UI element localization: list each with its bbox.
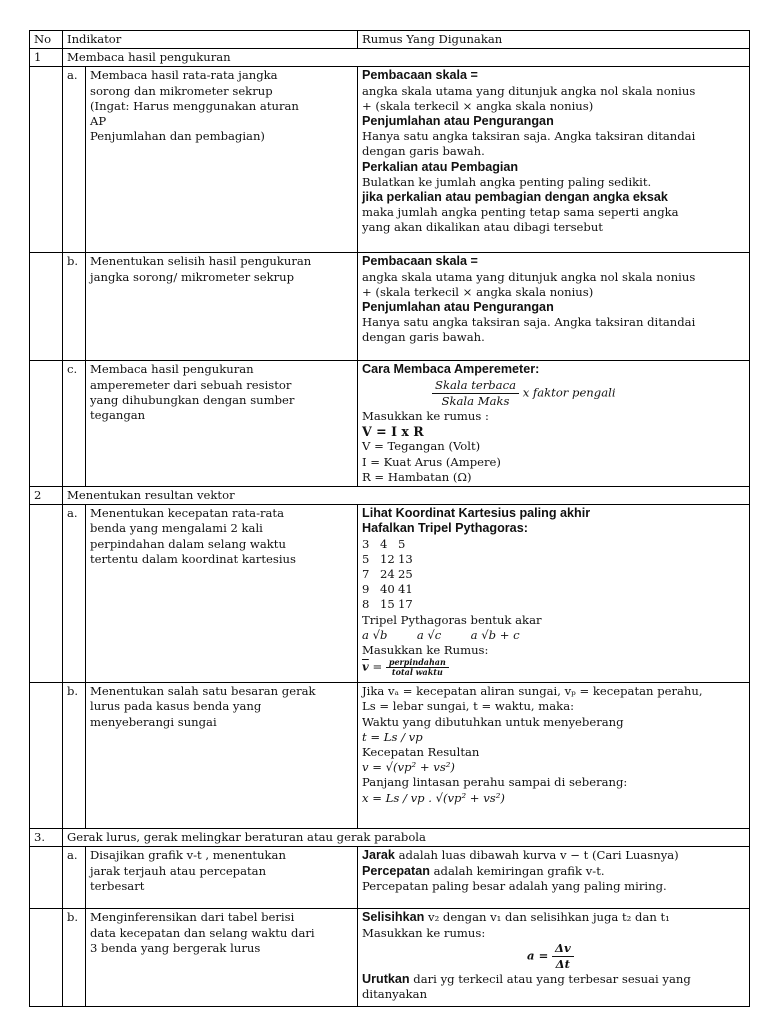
text-line: dengan garis bawah. [362,330,485,345]
text-line: Waktu yang dibutuhkan untuk menyeberang [362,714,624,729]
text-line: angka skala utama yang ditunjuk angka nol skala nonius [362,269,696,284]
table-row [30,683,750,829]
row-letter: a. [63,67,86,253]
definition: I = Kuat Arus (Ampere) [362,454,501,469]
indicator-cell [86,361,358,487]
indicator-line: Menginferensikan dari tabel berisi [90,910,295,925]
indicator-table [29,30,750,1007]
indicator-cell [86,505,358,683]
text-line: Masukkan ke rumus: [362,925,486,940]
fraction-numerator: Skala terbaca [432,378,519,394]
text-line: Jika vₐ = kecepatan aliran sungai, vₚ = kecepatan perahu, [362,684,703,699]
text-line: + (skala terkecil × angka skala nonius) [362,98,594,113]
indicator-line: Penjumlahan dan pembagian) [90,129,265,144]
formula-cell [358,847,750,909]
acceleration-formula [362,941,745,972]
formula-cell [358,909,750,1007]
indicator-line: benda yang mengalami 2 kali [90,521,263,536]
time-formula: t = Ls / vp [362,729,423,744]
text-line: Kecepatan Resultan [362,745,480,760]
root-form: a √b + c [470,627,520,642]
indicator-line: jarak terjauh atau percepatan [90,863,267,878]
indicator-cell [86,683,358,829]
ohm-formula: V = I x R [362,424,424,440]
text-line: Hanya satu angka taksiran saja. Angka taksiran ditandai [362,129,696,144]
text-line: + (skala terkecil × angka skala nonius) [362,284,594,299]
text-line: maka jumlah angka penting tetap sama seperti angka [362,205,679,220]
heading: Pembacaan skala = [362,68,478,83]
indicator-line: perpindahan dalam selang waktu [90,536,286,551]
indicator-line: AP [90,114,107,129]
header-no: No [30,31,63,49]
indicator-cell [86,253,358,361]
heading: Penjumlahan atau Pengurangan [362,114,554,129]
indicator-line: amperemeter dari sebuah resistor [90,377,292,392]
triple-row: 7 24 25 [362,567,413,582]
ammeter-formula [362,378,745,409]
table-row [30,361,750,487]
heading: Perkalian atau Pembagian [362,159,519,174]
indicator-line: lurus pada kasus benda yang [90,699,262,714]
section-number: 1 [30,49,63,67]
v-bar: $\overline{v}$ [362,659,369,674]
root-form: a √b [362,627,388,642]
formula-cell [358,361,750,487]
text-line: Selisihkan v₂ dengan v₁ dan selisihkan juga t₂ dan t₁ [362,910,670,925]
section-title: Menentukan resultan vektor [63,487,750,505]
triple-row: 3 4 5 [362,536,406,551]
heading: Cara Membaca Amperemeter: [362,362,540,377]
formula-cell [358,505,750,683]
row-letter: b. [63,683,86,829]
indicator-line: Disajikan grafik v-t , menentukan [90,848,286,863]
path-formula: x = Ls / vp . √(vp² + vs²) [362,790,505,805]
table-row [30,67,750,253]
text-line: Jarak adalah luas dibawah kurva v − t (Cari Luasnya) [362,848,679,863]
indicator-cell [86,847,358,909]
row-letter: c. [63,361,86,487]
formula-cell [358,67,750,253]
table-row [30,253,750,361]
row-letter: b. [63,909,86,1007]
fraction-denominator: Δt [555,957,571,972]
text-line: Percepatan adalah kemiringan grafik v-t. [362,863,605,878]
text-line: Tripel Pythagoras bentuk akar [362,612,542,627]
formula-cell [358,253,750,361]
indicator-line: Menentukan kecepatan rata-rata [90,506,285,521]
text-line: Percepatan paling besar adalah yang paling miring. [362,878,667,893]
heading: jika perkalian atau pembagian dengan angka eksak [362,190,668,205]
triple-row: 5 12 13 [362,551,413,566]
indicator-line: (Ingat: Harus menggunakan aturan [90,98,299,113]
text-line: yang akan dikalikan atau dibagi tersebut [362,220,603,235]
fraction-denominator: Skala Maks [441,393,510,408]
text-line: Masukkan ke Rumus: [362,643,489,658]
indicator-line: yang dihubungkan dengan sumber [90,392,295,407]
fraction [386,658,449,677]
table-header-row [30,31,750,49]
indicator-line: Menentukan selisih hasil pengukuran [90,254,312,269]
definition: V = Tegangan (Volt) [362,439,481,454]
triple-row: 8 15 17 [362,597,413,612]
indicator-line: terbesart [90,878,145,893]
text-line: Ls = lebar sungai, t = waktu, maka: [362,699,575,714]
table-row [30,909,750,1007]
row-letter: b. [63,253,86,361]
row-letter: a. [63,505,86,683]
text-line: Masukkan ke rumus : [362,409,489,424]
fraction-denominator: total waktu [391,667,443,678]
heading: Hafalkan Tripel Pythagoras: [362,521,528,536]
indicator-line: Membaca hasil pengukuran [90,362,254,377]
indicator-line: menyeberangi sungai [90,714,217,729]
section-title: Membaca hasil pengukuran [63,49,750,67]
section-row [30,487,750,505]
row-letter: a. [63,847,86,909]
indicator-cell [86,909,358,1007]
header-rumus: Rumus Yang Digunakan [358,31,750,49]
heading: Lihat Koordinat Kartesius paling akhir [362,506,591,521]
formula-cell [358,683,750,829]
section-number: 2 [30,487,63,505]
section-number: 3. [30,829,63,847]
root-form: a √c [416,627,442,642]
text-line: Hanya satu angka taksiran saja. Angka taksiran ditandai [362,315,696,330]
text-line: dengan garis bawah. [362,144,485,159]
fraction [432,378,519,409]
heading: Penjumlahan atau Pengurangan [362,300,554,315]
indicator-line: Menentukan salah satu besaran gerak [90,684,316,699]
indicator-cell [86,67,358,253]
root-forms [362,628,745,643]
section-title: Gerak lurus, gerak melingkar beraturan atau gerak parabola [63,829,750,847]
indicator-line: data kecepatan dan selang waktu dari [90,925,315,940]
definition: R = Hambatan (Ω) [362,469,472,484]
header-indikator: Indikator [63,31,358,49]
table-row [30,847,750,909]
indicator-line: tegangan [90,408,146,423]
heading: Pembacaan skala = [362,254,478,269]
average-velocity-formula: $\overline{v}$ = $\frac{\text{perpindahan}}{\text{total waktu}}$ [362,658,745,677]
section-row [30,49,750,67]
text-line: angka skala utama yang ditunjuk angka nol skala nonius [362,83,696,98]
formula-lhs: a = [527,948,549,963]
text-line: ditanyakan [362,987,428,1002]
text-line: Bulatkan ke jumlah angka penting paling sedikit. [362,174,652,189]
indicator-line: Membaca hasil rata-rata jangka [90,68,278,83]
fraction [552,941,574,972]
section-row [30,829,750,847]
resultant-formula: v = √(vp² + vs²) [362,760,455,775]
triple-row: 9 40 41 [362,582,413,597]
table-row [30,505,750,683]
indicator-line: tertentu dalam koordinat kartesius [90,551,296,566]
indicator-line: 3 benda yang bergerak lurus [90,940,261,955]
indicator-line: sorong dan mikrometer sekrup [90,83,273,98]
formula-tail: x faktor pengali [522,385,616,400]
text-line: Panjang lintasan perahu sampai di seberang: [362,775,628,790]
fraction-numerator: perpindahan [386,658,449,668]
text-line: Urutkan dari yg terkecil atau yang terbesar sesuai yang [362,972,691,987]
indicator-line: jangka sorong/ mikrometer sekrup [90,269,295,284]
fraction-numerator: Δv [552,941,574,957]
